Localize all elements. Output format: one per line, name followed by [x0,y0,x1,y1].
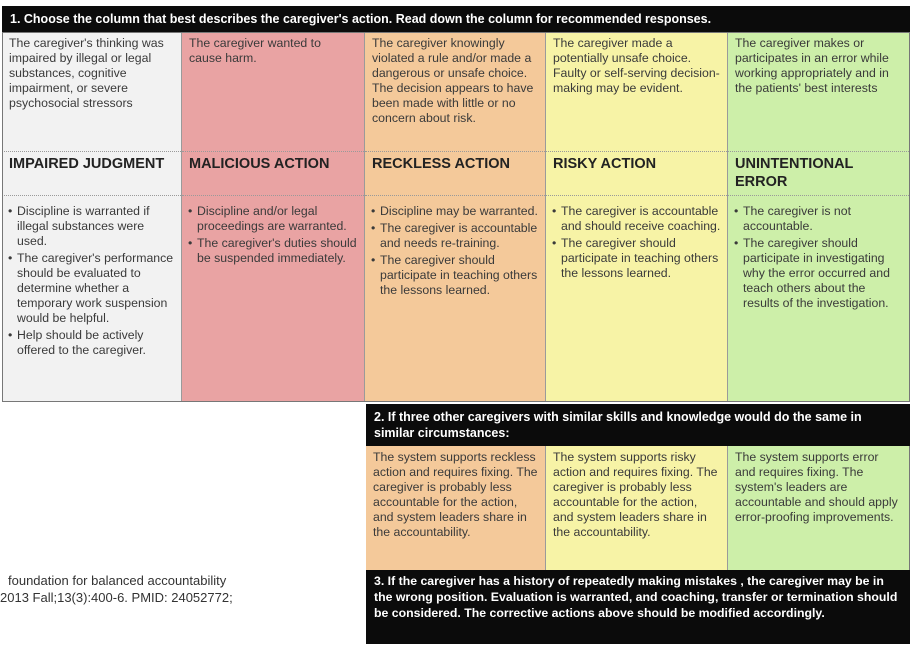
citation-line-2: 2013 Fall;13(3):400-6. PMID: 24052772; [0,590,233,606]
column-reckless-action [365,32,546,402]
bullet-item: • The caregiver's performance should be evaluated to determine whether a temporary work suspension would be helpful. [8,251,175,326]
column-unintentional-error [728,32,910,402]
bullet-item: • The caregiver should participate in teaching others the lessons learned. [552,236,721,281]
bullet-item: • Discipline and/or legal proceedings are warranted. [188,204,358,234]
citation [0,572,360,606]
column-bullet-list [2,200,181,360]
column-bullet-list [728,200,909,313]
step3-header: 3. If the caregiver has a history of repeatedly making mistakes , the caregiver may be in the wrong position. Evaluation is warranted, and coaching, transfer or termination should be considered. The corrective actions above should be modified accordingly. [366,570,910,644]
column-title: RISKY ACTION [546,152,727,196]
step1-header: 1. Choose the column that best describes the caregiver's action. Read down the column for recommended responses. [2,6,910,32]
column-description: The caregiver makes or participates in an error while working appropriately and in the patients' best interests [728,32,909,152]
bullet-item: • The caregiver's duties should be suspended immediately. [188,236,358,266]
column-bullet-list [546,200,727,283]
step2-header: 2. If three other caregivers with similar skills and knowledge would do the same in similar circumstances: [366,404,910,446]
column-impaired-judgment [2,32,182,402]
column-bullet-list [182,200,364,268]
column-description: The caregiver wanted to cause harm. [182,32,364,152]
bullet-item: • The caregiver is accountable and should receive coaching. [552,204,721,234]
bullet-item: • Discipline may be warranted. [371,204,539,219]
citation-line-1: foundation for balanced accountability [8,573,227,588]
bullet-item: • The caregiver should participate in investigating why the error occurred and teach others about the results of the investigation. [734,236,903,311]
column-risky-action [546,32,728,402]
column-malicious-action [182,32,365,402]
column-description: The caregiver knowingly violated a rule and/or made a dangerous or unsafe choice. The decision appears to have been made with little or no concern about risk. [365,32,545,152]
bullet-item: • The caregiver is not accountable. [734,204,903,234]
bullet-item: • Discipline is warranted if illegal substances were used. [8,204,175,249]
column-title: IMPAIRED JUDGMENT [2,152,181,196]
column-description: The caregiver made a potentially unsafe choice. Faulty or self-serving decision-making may be evident. [546,32,727,152]
bullet-item: • The caregiver should participate in teaching others the lessons learned. [371,253,539,298]
bullet-item: • The caregiver is accountable and needs re-training. [371,221,539,251]
column-title: MALICIOUS ACTION [182,152,364,196]
step2-risky-response: The system supports risky action and requires fixing. The caregiver is probably less accountable for the action, and system leaders share in the accountability. [546,446,728,570]
column-title: RECKLESS ACTION [365,152,545,196]
column-title: UNINTENTIONAL ERROR [728,152,909,196]
bullet-item: • Help should be actively offered to the caregiver. [8,328,175,358]
step2-unintentional-response: The system supports error and requires fixing. The system's leaders are accountable and should apply error-proofing improvements. [728,446,910,570]
step2-reckless-response: The system supports reckless action and requires fixing. The caregiver is probably less accountable for the action, and system leaders share in the accountability. [366,446,546,570]
column-description: The caregiver's thinking was impaired by illegal or legal substances, cognitive impairment, or severe psychosocial stressors [2,32,181,152]
column-bullet-list [365,200,545,300]
